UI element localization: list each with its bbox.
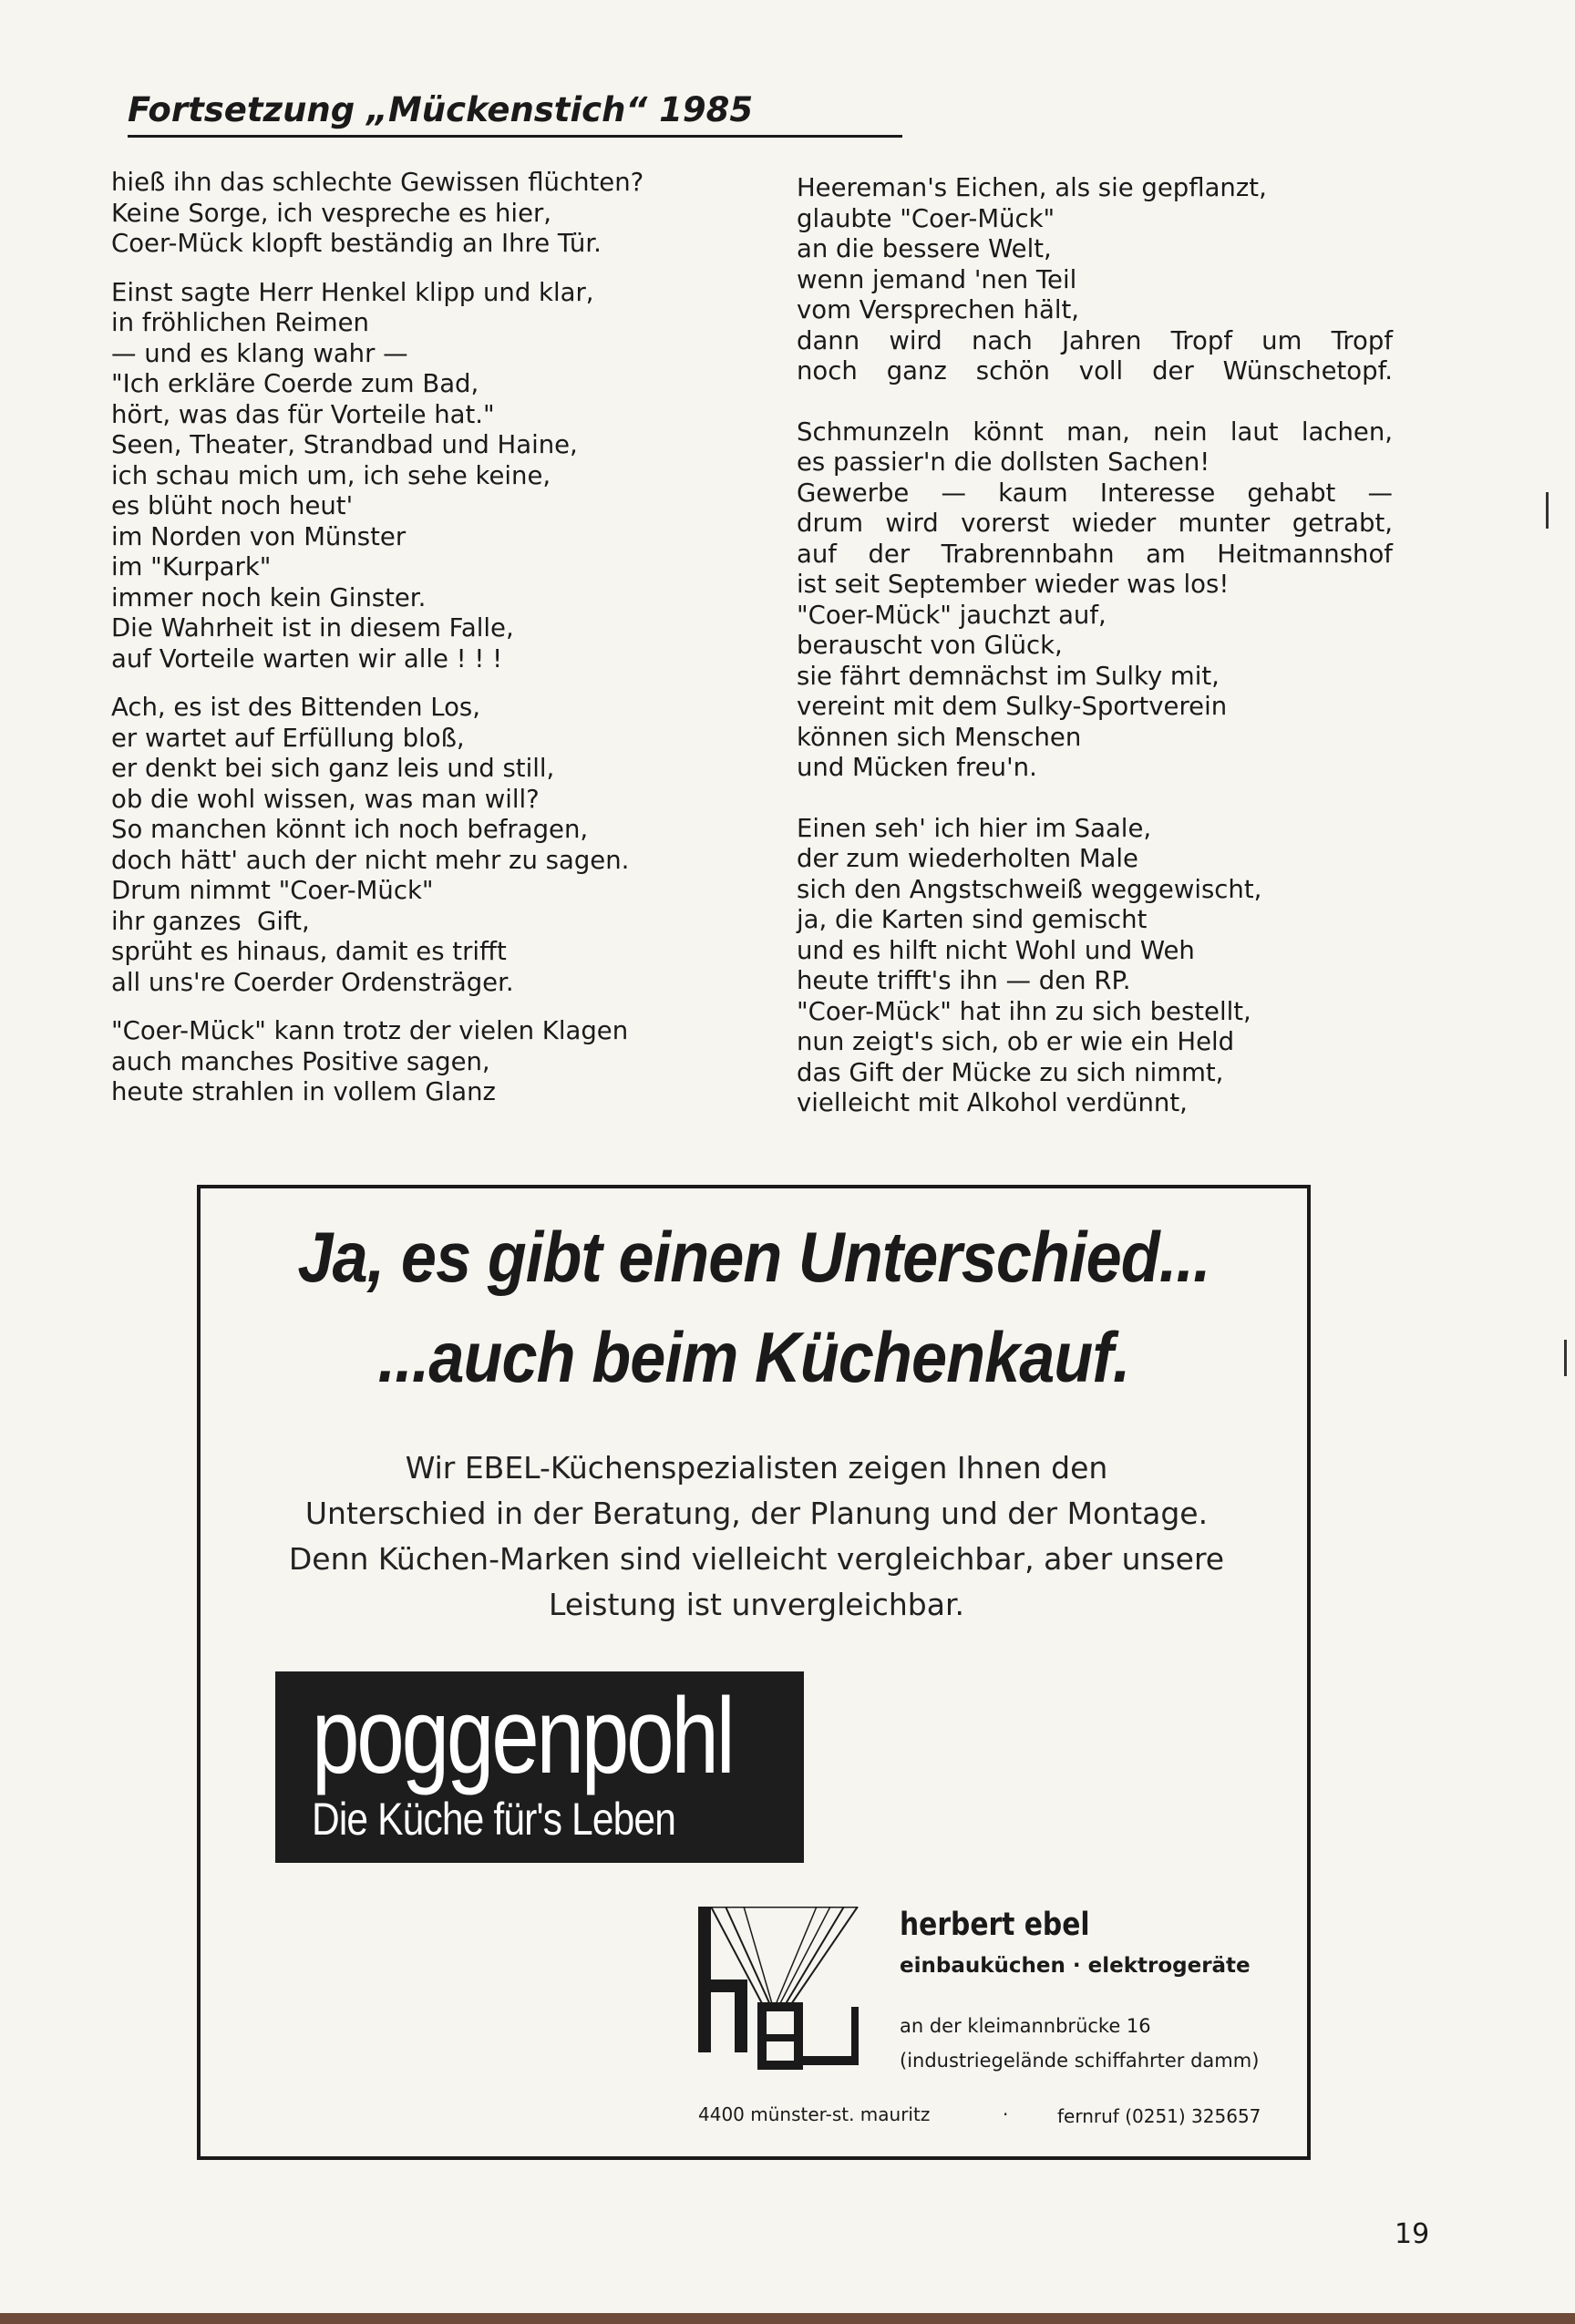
- page-heading: Fortsetzung „Mückenstich“ 1985: [128, 87, 902, 138]
- poem-line: Die Wahrheit ist in diesem Falle,: [111, 613, 514, 643]
- stanza: [111, 1016, 749, 1108]
- poem-line: doch hätt' auch der nicht mehr zu sagen.: [111, 845, 630, 875]
- poem-line: auch manches Positive sagen,: [111, 1046, 490, 1076]
- poem-line: und es hilft nicht Wohl und Weh: [797, 935, 1195, 965]
- company-name: herbert ebel: [900, 1907, 1090, 1943]
- poem-line: können sich Menschen: [797, 722, 1082, 752]
- poem-line: im "Kurpark": [111, 552, 272, 581]
- advertisement: [197, 1185, 1311, 2160]
- brand-slogan: Die Küche für's Leben: [312, 1794, 675, 1845]
- poem-line: Seen, Theater, Strandbad und Haine,: [111, 430, 578, 459]
- poggenpohl-logo-box: [275, 1671, 804, 1863]
- poem-line: sich den Angstschweiß weggewischt,: [797, 874, 1262, 904]
- poem-line: es passier'n die dollsten Sachen!: [797, 447, 1210, 477]
- stanza: [797, 173, 1435, 387]
- poem-line: der zum wiederholten Male: [797, 844, 1138, 873]
- poem-line: Einen seh' ich hier im Saale,: [797, 813, 1152, 843]
- poem-line: noch ganz schön voll der Wünschetopf.: [797, 356, 1393, 386]
- he-logo-icon: [698, 1907, 862, 2072]
- ad-headline-2: ...auch beim Küchenkauf.: [377, 1317, 1130, 1397]
- poem-line: Einst sagte Herr Henkel klipp und klar,: [111, 277, 594, 307]
- poem-line: ist seit September wieder was los!: [797, 570, 1230, 599]
- poem-line: Heereman's Eichen, als sie gepflanzt,: [797, 173, 1267, 202]
- poem-line: ihr ganzes Gift,: [111, 906, 310, 936]
- scan-mark: [1546, 492, 1549, 529]
- poem-line: "Ich erkläre Coerde zum Bad,: [111, 369, 479, 398]
- poem-line: heute trifft's ihn — den RP.: [797, 966, 1131, 995]
- poem-line: "Coer-Mück" kann trotz der vielen Klagen: [111, 1016, 629, 1045]
- poem-line: immer noch kein Ginster.: [111, 582, 427, 612]
- ad-body-line: Denn Küchen-Marken sind vielleicht vergleichbar, aber unsere: [288, 1541, 1225, 1577]
- poem-line: So manchen könnt ich noch befragen,: [111, 815, 589, 844]
- poem-line: heute strahlen in vollem Glanz: [111, 1077, 496, 1106]
- poem-line: hört, was das für Vorteile hat.": [111, 399, 495, 429]
- stanza: [111, 693, 749, 998]
- ad-body-line: Unterschied in der Beratung, der Planung und der Montage.: [304, 1496, 1209, 1531]
- company-city: 4400 münster-st. mauritz: [698, 2103, 931, 2125]
- ad-body-text: [255, 1445, 1258, 1628]
- stanza: [797, 814, 1435, 1119]
- right-text-column: [797, 173, 1435, 1149]
- poem-line: das Gift der Mücke zu sich nimmt,: [797, 1057, 1224, 1087]
- company-phone: fernruf (0251) 325657: [1057, 2105, 1261, 2127]
- page-number: 19: [1395, 2218, 1430, 2250]
- poem-line: hieß ihn das schlechte Gewissen flüchten?: [111, 168, 644, 197]
- left-text-column: [111, 168, 749, 1126]
- poem-line: Ach, es ist des Bittenden Los,: [111, 693, 480, 722]
- poem-line: er wartet auf Erfüllung bloß,: [111, 723, 465, 753]
- poem-line: auf der Trabrennbahn am Heitmannshof: [797, 539, 1393, 569]
- poem-line: nun zeigt's sich, ob er wie ein Held: [797, 1027, 1235, 1056]
- poem-line: auf Vorteile warten wir alle ! ! !: [111, 643, 503, 674]
- poem-line: er denkt bei sich ganz leis und still,: [111, 754, 555, 783]
- poem-line: glaubte "Coer-Mück": [797, 203, 1055, 233]
- stanza: [111, 168, 749, 260]
- poem-line: berauscht von Glück,: [797, 631, 1063, 660]
- poem-line: und Mücken freu'n.: [797, 753, 1037, 782]
- poem-line: Drum nimmt "Coer-Mück": [111, 876, 434, 905]
- company-tagline: einbauküchen · elektrogeräte: [900, 1954, 1251, 1978]
- company-address: [900, 2009, 1259, 2078]
- scan-mark: [1564, 1340, 1567, 1376]
- poem-line: "Coer-Mück" jauchzt auf,: [797, 600, 1107, 630]
- poem-line: dann wird nach Jahren Tropf um Tropf: [797, 325, 1393, 355]
- poem-line: drum wird vorerst wieder munter getrabt,: [797, 509, 1393, 538]
- poem-line: wenn jemand 'nen Teil: [797, 264, 1077, 294]
- poem-line: vom Versprechen hält,: [797, 295, 1080, 324]
- poem-line: es blüht noch heut': [111, 491, 354, 520]
- poem-line: ich schau mich um, ich sehe keine,: [111, 460, 551, 490]
- poem-line: ob die wohl wissen, was man will?: [111, 784, 540, 814]
- address-line: (industriegelände schiffahrter damm): [900, 2050, 1260, 2072]
- poem-line: Keine Sorge, ich vespreche es hier,: [111, 198, 552, 228]
- poem-line: Coer-Mück klopft beständig an Ihre Tür.: [111, 229, 602, 258]
- poem-line: Gewerbe — kaum Interesse gehabt —: [797, 478, 1393, 508]
- poem-line: im Norden von Münster: [111, 521, 407, 551]
- poem-line: ja, die Karten sind gemischt: [797, 905, 1148, 934]
- address-line: an der kleimannbrücke 16: [900, 2015, 1151, 2037]
- poem-line: sprüht es hinaus, damit es trifft: [111, 937, 507, 966]
- poem-line: vielleicht mit Alkohol verdünnt,: [797, 1088, 1188, 1117]
- poem-line: in fröhlichen Reimen: [111, 308, 369, 337]
- ad-body-line: Wir EBEL-Küchenspezialisten zeigen Ihnen den: [405, 1450, 1108, 1486]
- poem-line: an die bessere Welt,: [797, 234, 1052, 263]
- ad-body-line: Leistung ist unvergleichbar.: [549, 1587, 964, 1622]
- poem-line: sie fährt demnächst im Sulky mit,: [797, 661, 1220, 691]
- separator-dot: ·: [1003, 2103, 1009, 2125]
- poem-line: vereint mit dem Sulky-Sportverein: [797, 692, 1228, 721]
- stanza: [797, 417, 1435, 784]
- ad-headline-1: Ja, es gibt einen Unterschied...: [297, 1217, 1210, 1297]
- poem-line: all uns're Coerder Ordensträger.: [111, 967, 514, 997]
- poem-line: — und es klang wahr —: [111, 338, 408, 368]
- poem-line: Schmunzeln könnt man, nein laut lachen,: [797, 416, 1393, 447]
- poem-line: "Coer-Mück" hat ihn zu sich bestellt,: [797, 996, 1251, 1026]
- brand-name: poggenpohl: [312, 1676, 733, 1796]
- stanza: [111, 278, 749, 675]
- page-edge: [0, 2313, 1575, 2324]
